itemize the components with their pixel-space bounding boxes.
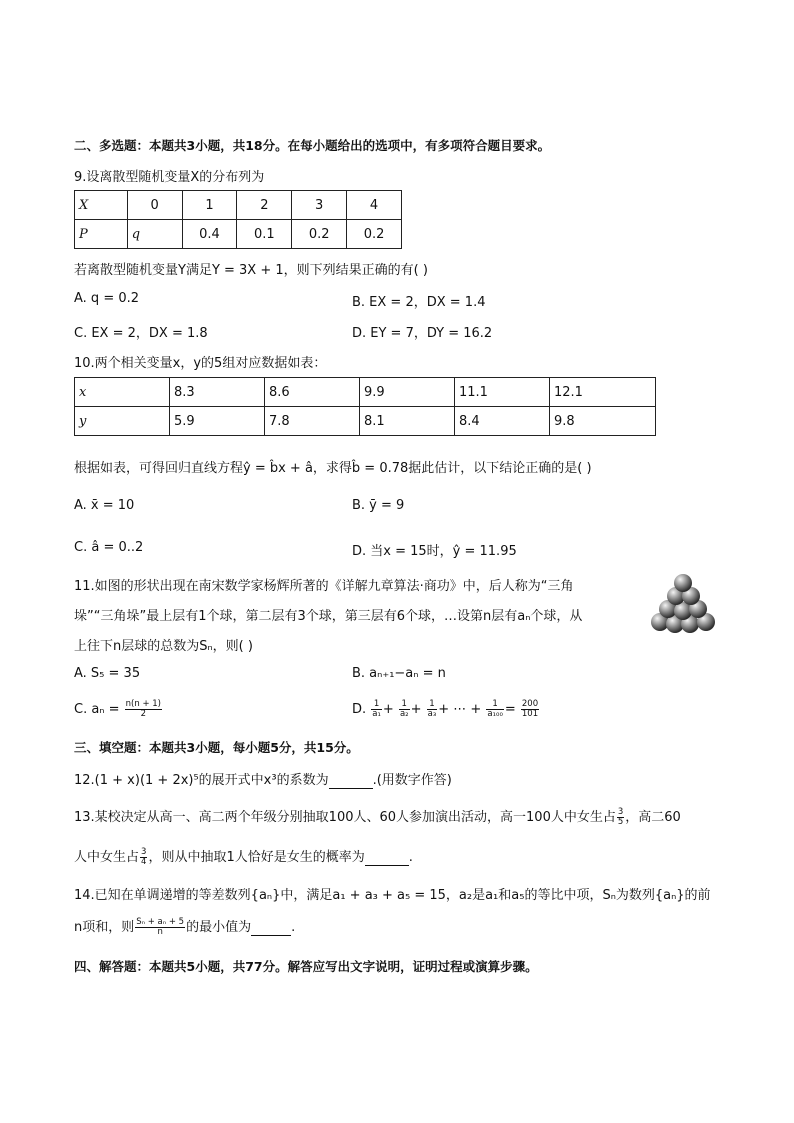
q13-text-end: . <box>408 850 413 865</box>
q9-stem: 9.设离散型随机变量X的分布列为 <box>74 170 265 185</box>
table-cell: 2 <box>237 191 292 220</box>
q14-line-1: 14.已知在单调递增的等差数列{aₙ}中，满足a₁ + a₃ + a₅ = 15，a₂是a₁和a₅的等比中项，Sₙ为数列{aₙ}的前 <box>74 888 711 903</box>
q14-text: n项和，则 <box>74 920 135 935</box>
fraction <box>140 848 147 867</box>
q10-option-c: C. â = 0..2 <box>74 540 144 555</box>
q9-distribution-table <box>74 190 402 249</box>
fraction-numerator: 1 <box>371 700 382 710</box>
q11-option-c-fraction <box>125 700 162 719</box>
q13-line-2 <box>74 846 413 867</box>
table-cell: 0.2 <box>292 220 347 249</box>
q9-option-d: D. EY = 7，DY = 16.2 <box>352 326 493 341</box>
section-4-title: 四、解答题：本题共5小题，共77分。解答应写出文字说明，证明过程或演算步骤。 <box>74 959 538 974</box>
q11-option-a: A. S₅ = 35 <box>74 666 141 681</box>
section-2-title: 二、多选题：本题共3小题，共18分。在每小题给出的选项中，有多项符合题目要求。 <box>74 138 551 153</box>
table-cell: 12.1 <box>550 378 656 407</box>
q13-text: ，则从中抽取1人恰好是女生的概率为 <box>148 850 365 865</box>
table-row <box>75 407 656 436</box>
table-cell: 8.3 <box>170 378 265 407</box>
fraction-numerator: 3 <box>617 807 624 817</box>
table-cell: 5.9 <box>170 407 265 436</box>
q14-line-2 <box>74 916 295 937</box>
fraction-numerator: 1 <box>399 700 410 710</box>
q11-line-1: 11.如图的形状出现在南宋数学家杨辉所著的《详解九章算法·商功》中，后人称为“三角 <box>74 579 574 594</box>
q10-followup: 根据如表，可得回归直线方程ŷ = b̂x + â，求得b̂ = 0.78据此估计，以下结论正确的是( ) <box>74 461 592 476</box>
fraction-denominator: a₁₀₀ <box>487 709 503 719</box>
q10-option-b: B. ȳ = 9 <box>352 498 405 513</box>
fraction-numerator: 3 <box>141 847 147 857</box>
fraction <box>371 700 382 719</box>
fraction-denominator: a₃ <box>427 709 437 719</box>
q10-data-table <box>74 377 656 436</box>
q12-text: 12.(1 + x)(1 + 2x)⁵的展开式中x³的系数为 <box>74 773 329 788</box>
fraction-denominator: 101 <box>521 709 539 719</box>
answer-blank[interactable] <box>365 850 409 866</box>
q10-stem: 10.两个相关变量x，y的5组对应数据如表： <box>74 356 327 371</box>
table-cell: 8.1 <box>360 407 455 436</box>
q11-line-2: 垛”“三角垛”最上层有1个球，第二层有3个球，第三层有6个球，…设第n层有aₙ个球，从 <box>74 609 583 624</box>
q11-option-b: B. aₙ₊₁−aₙ = n <box>352 666 446 681</box>
q12-text-end: .(用数字作答) <box>372 773 452 788</box>
table-cell: 9.8 <box>550 407 656 436</box>
table-cell: 4 <box>347 191 402 220</box>
table-cell: 1 <box>182 191 237 220</box>
q11-option-d: D. $\frac{1}{\text{a₁}}$ + $\frac{1}{\text{a₂}}$ + $\frac{1}{\text{a₃}}$ + ⋯ + $\frac{1}{\text{a₁₀₀}}$ = $\frac{200}{101}$ <box>352 699 539 719</box>
fraction <box>427 700 438 719</box>
q11-option-c <box>74 700 163 719</box>
fraction-numerator: 1 <box>486 700 503 710</box>
table-cell: 0.4 <box>182 220 237 249</box>
fraction <box>521 700 539 719</box>
q14-text-end: . <box>291 920 296 935</box>
q9-option-c: C. EX = 2，DX = 1.8 <box>74 326 208 341</box>
fraction <box>617 808 624 827</box>
q11-option-d-prefix: D. <box>352 702 367 717</box>
q12 <box>74 769 452 789</box>
fraction-numerator: 200 <box>521 699 539 709</box>
q9-option-b: B. EX = 2，DX = 1.4 <box>352 295 486 310</box>
fraction-numerator: Sₙ + aₙ + 5 <box>136 917 185 927</box>
table-row <box>75 220 402 249</box>
table-cell: q <box>127 220 182 249</box>
table-cell: 8.6 <box>265 378 360 407</box>
table-cell: 9.9 <box>360 378 455 407</box>
answer-blank[interactable] <box>251 920 291 936</box>
table-cell: 7.8 <box>265 407 360 436</box>
q9-option-a: A. q = 0.2 <box>74 291 140 306</box>
q13-text: 13.某校决定从高一、高二两个年级分别抽取100人、60人参加演出活动，高一100人中女生占 <box>74 810 616 825</box>
table-cell: 0.2 <box>347 220 402 249</box>
section-3-title: 三、填空题：本题共3小题，每小题5分，共15分。 <box>74 740 359 755</box>
table-cell: 0 <box>127 191 182 220</box>
fraction-denominator: a₁ <box>372 709 381 719</box>
q13-line-1 <box>74 806 681 827</box>
q13-text: 人中女生占 <box>74 850 140 865</box>
q10-option-a: A. x̄ = 10 <box>74 498 135 513</box>
fraction <box>399 700 410 719</box>
fraction-denominator: 5 <box>617 817 624 827</box>
fraction-denominator: 4 <box>141 857 147 867</box>
answer-blank[interactable] <box>329 773 373 789</box>
table-cell: P <box>75 220 128 249</box>
fraction-denominator: a₂ <box>399 709 409 719</box>
table-cell: 8.4 <box>455 407 550 436</box>
table-row <box>75 191 402 220</box>
table-row <box>75 378 656 407</box>
fraction-numerator: n(n + 1) <box>125 699 161 709</box>
q11-option-c-prefix: C. aₙ = <box>74 702 120 717</box>
stacked-spheres-pyramid-icon <box>646 572 722 636</box>
table-cell: 11.1 <box>455 378 550 407</box>
fraction <box>486 700 503 719</box>
q11-line-3: 上往下n层球的总数为Sₙ，则( ) <box>74 639 253 654</box>
table-cell: y <box>75 407 170 436</box>
table-cell: 3 <box>292 191 347 220</box>
q9-followup: 若离散型随机变量Y满足Y = 3X + 1，则下列结果正确的有( ) <box>74 263 428 278</box>
q10-option-d: D. 当x = 15时，ŷ = 11.95 <box>352 544 517 559</box>
table-cell: 0.1 <box>237 220 292 249</box>
table-cell: x <box>75 378 170 407</box>
fraction-denominator: 2 <box>140 709 147 719</box>
table-cell: X <box>75 191 128 220</box>
q14-text: 的最小值为 <box>186 920 252 935</box>
fraction-denominator: n <box>157 927 163 937</box>
q13-text: ，高二60 <box>625 810 681 825</box>
fraction <box>135 918 185 937</box>
fraction-numerator: 1 <box>427 700 438 710</box>
